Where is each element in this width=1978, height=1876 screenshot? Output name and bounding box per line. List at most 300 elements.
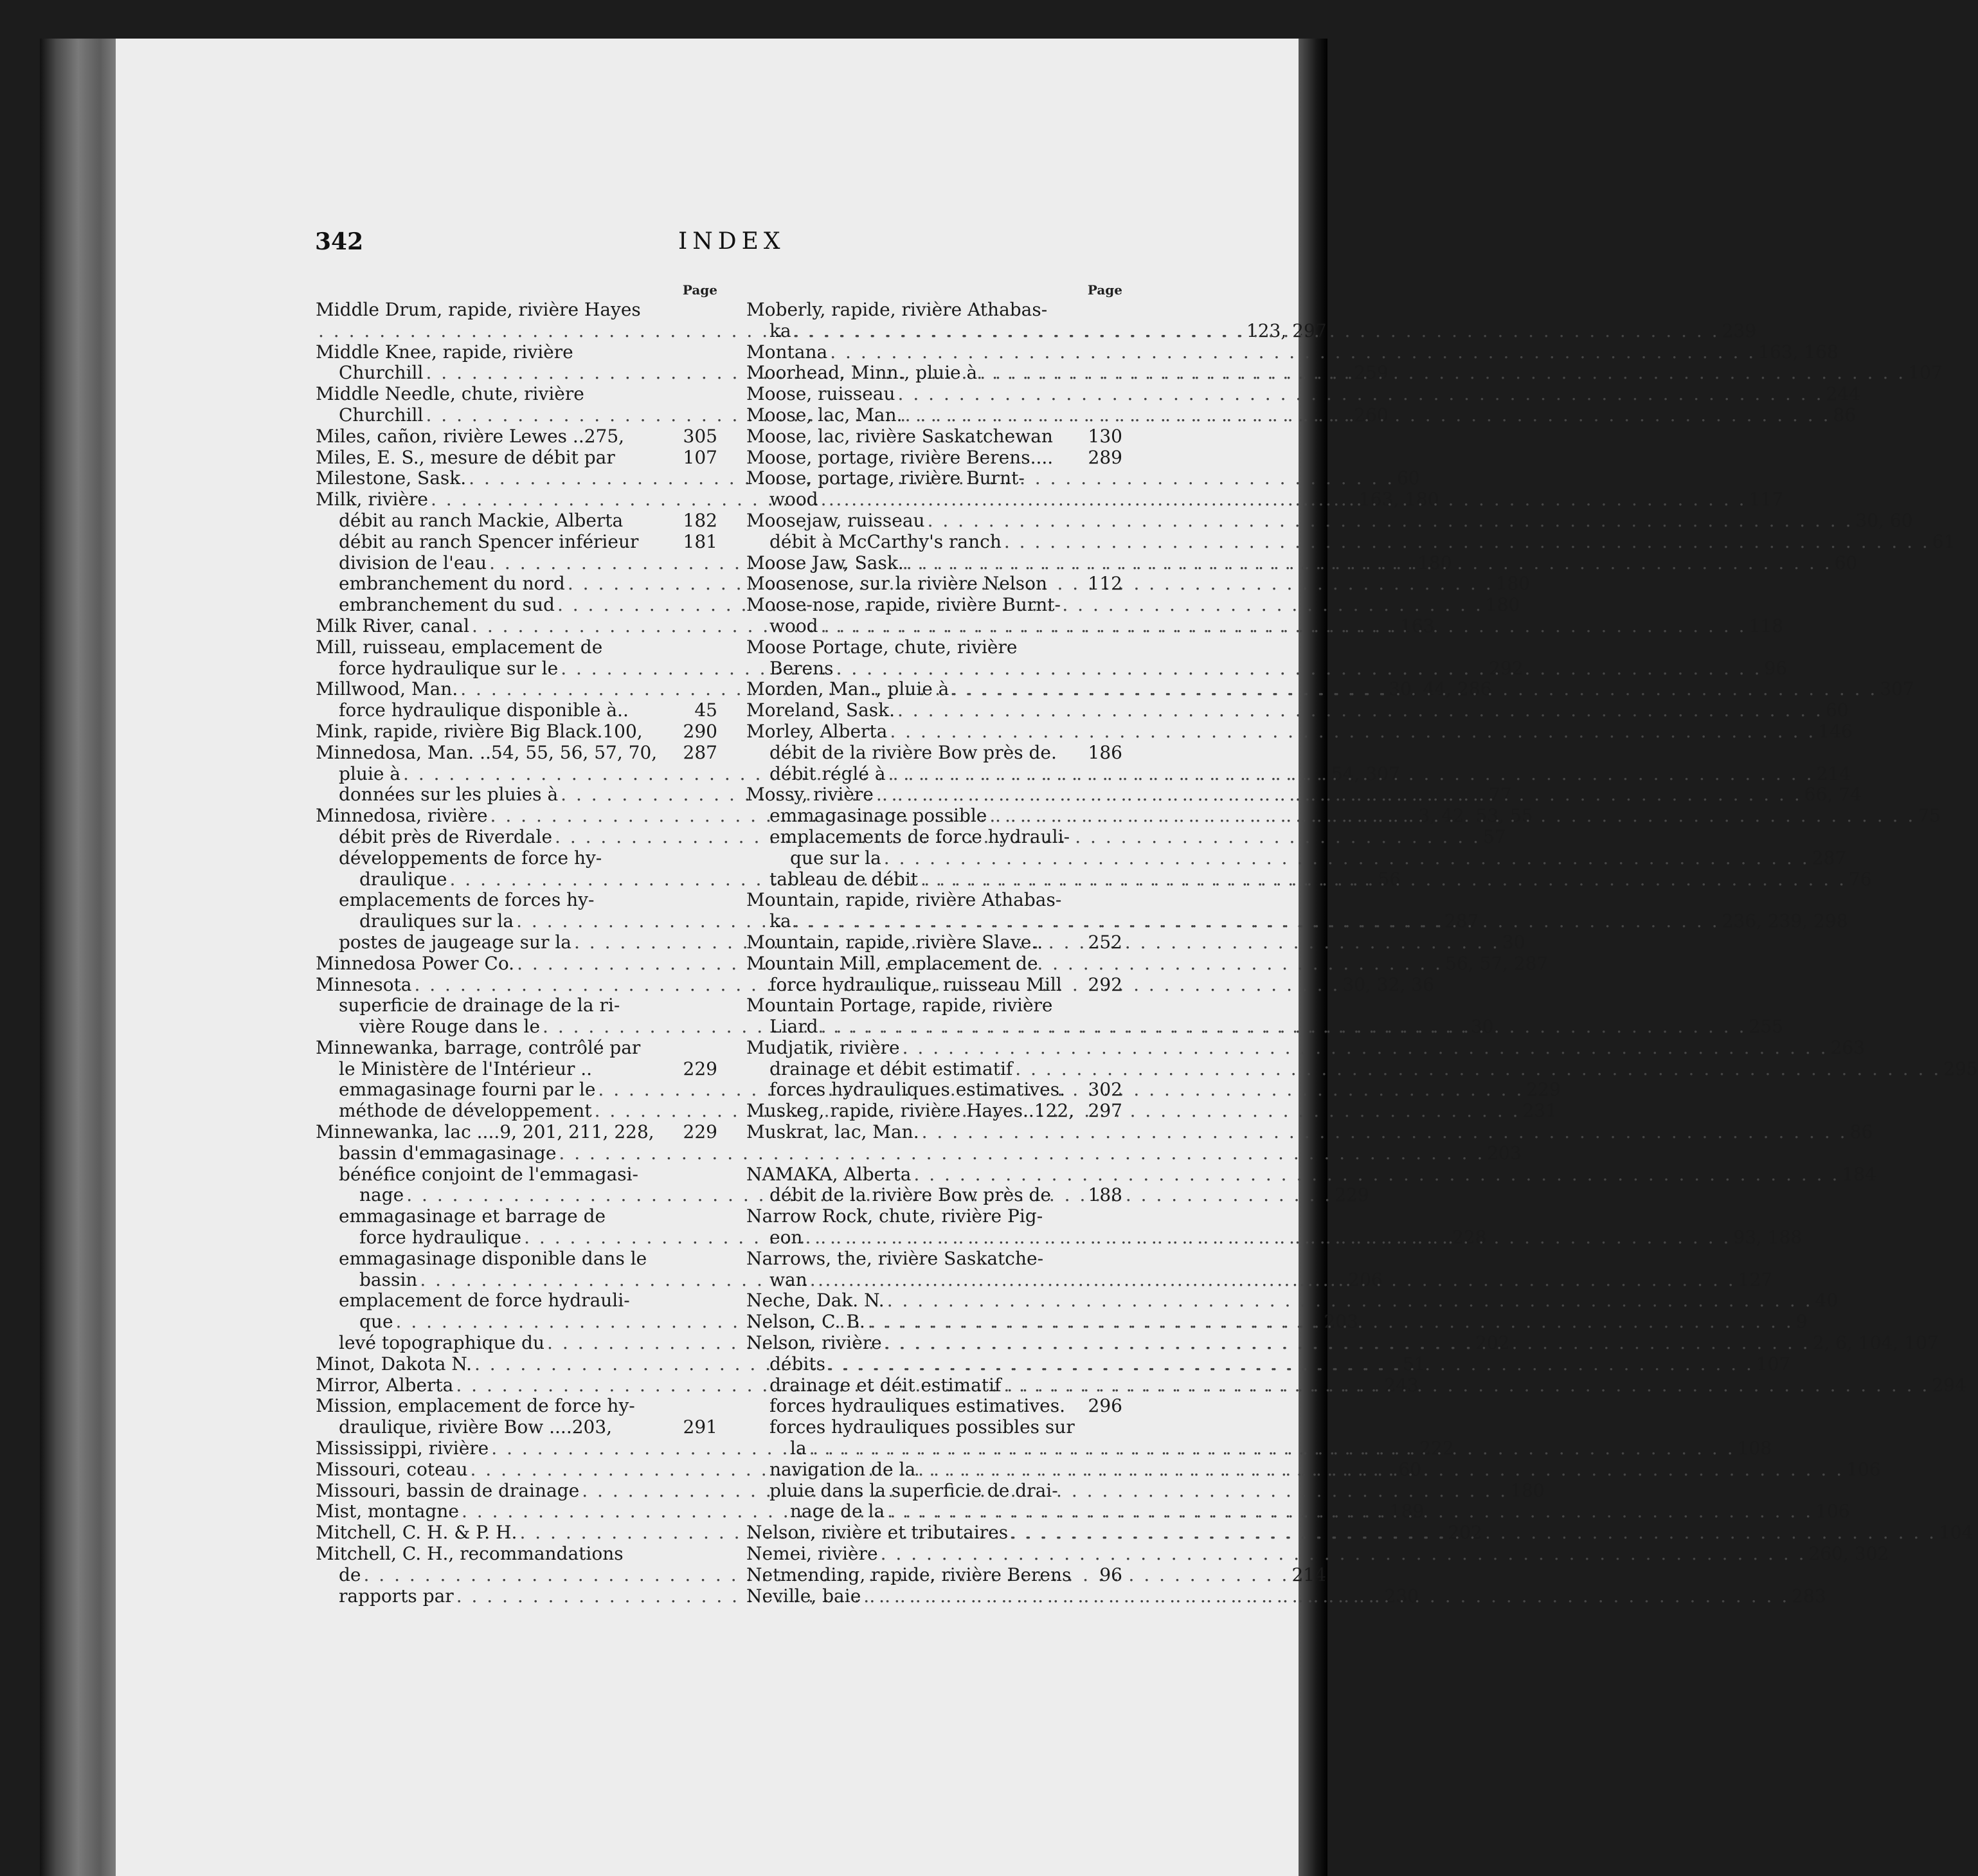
entry-text: Moose Jaw, Sask.: [746, 552, 904, 573]
entry-text: drainage et déit estimatif: [769, 1374, 1002, 1396]
entry-text: nage: [359, 1184, 404, 1206]
entry-text: forces hydrauliques estimatives.: [769, 1079, 1065, 1101]
entry-text: drainage et débit estimatif: [769, 1058, 1013, 1079]
entry-page-numbers: 163, 180: [1358, 489, 1439, 510]
entry-text: Mountain Mill, emplacement de: [746, 952, 1038, 974]
entry-page-numbers: 202: [1448, 1522, 1482, 1544]
index-entry: [746, 1058, 1978, 1080]
entry-page-numbers: 77: [1489, 784, 1512, 806]
leader-dots: [904, 553, 1835, 574]
entry-text: draulique, rivière Bow ....203,: [339, 1416, 613, 1438]
entry-text: débit près de Riverdale: [339, 825, 553, 847]
entry-text: Mitchell, C. H. & P. H.: [316, 1522, 517, 1544]
index-entry: [746, 1101, 1122, 1122]
index-entry: [746, 1290, 1839, 1312]
entry-page-numbers: 130: [1088, 425, 1122, 447]
index-entry: [746, 1543, 1889, 1565]
entry-page-numbers: 260: [1354, 404, 1389, 426]
leader-dots: [834, 658, 1765, 680]
entry-text: ka: [769, 320, 791, 341]
entry-text: Mill, ruisseau, emplacement de: [316, 636, 603, 658]
index-entry: [316, 1417, 717, 1438]
entry-page-numbers: 229: [1526, 1079, 1561, 1101]
index-entry: [746, 426, 1122, 447]
index-entry: [746, 468, 1122, 489]
entry-page-numbers: 106: [1846, 1458, 1881, 1480]
leader-dots: [1001, 1375, 1932, 1396]
leader-dots: [791, 911, 1722, 932]
leader-dots: [885, 1290, 1815, 1312]
entry-text: levé topographique du: [339, 1332, 545, 1354]
index-entry: [746, 1565, 1122, 1586]
entry-page-numbers: 214: [1816, 762, 1851, 784]
entry-text: Liard: [769, 1016, 818, 1038]
entry-page-numbers: 108: [1737, 1438, 1772, 1459]
entry-text: débit au ranch Mackie, Alberta: [339, 509, 624, 531]
index-entry: [746, 1396, 1122, 1417]
leader-dots: [887, 721, 1818, 743]
entry-page-numbers: 107: [1908, 362, 1943, 384]
leader-dots: [1002, 532, 1932, 553]
index-entry: [316, 848, 717, 869]
entry-text: forces hydrauliques possibles sur: [769, 1416, 1075, 1438]
entry-text: embranchement du nord: [339, 573, 565, 595]
leader-dots: [903, 405, 1833, 426]
entry-text: débit à McCarthy's ranch: [769, 530, 1002, 552]
entry-text: Moose, ruisseau: [746, 383, 895, 405]
entry-page-numbers: 30, 60: [1855, 509, 1913, 531]
index-entry: [746, 1249, 1122, 1270]
entry-page-numbers: 75: [1918, 805, 1941, 827]
entry-page-numbers: 86: [1849, 1121, 1873, 1143]
index-entry: [316, 447, 717, 469]
entry-text: Missouri, bassin de drainage: [316, 1479, 580, 1501]
entry-page-numbers: 188: [1088, 1184, 1122, 1206]
leader-dots: [807, 1438, 1738, 1459]
leader-dots: [818, 1016, 1749, 1038]
entry-page-numbers: 57: [1482, 825, 1506, 847]
leader-dots: [925, 510, 1856, 532]
entry-text: ka: [769, 910, 791, 932]
entry-page-numbers: 96: [1764, 657, 1788, 679]
index-entry: [316, 743, 717, 764]
entry-text: force hydraulique: [359, 1227, 522, 1249]
entry-text: développements de force hy-: [339, 847, 602, 869]
entry-text: Moose, portage, rivière Burnt-: [746, 467, 1025, 489]
entry-text: que: [359, 1311, 393, 1333]
entry-page-numbers: 259: [1354, 362, 1389, 384]
entry-page-numbers: 60: [1397, 467, 1420, 489]
index-entry: [746, 383, 1860, 405]
entry-page-numbers: 181: [683, 530, 717, 552]
entry-page-numbers: 290: [683, 720, 717, 742]
entry-text: débit de la rivière Bow près de.: [769, 741, 1057, 763]
entry-page-numbers: 60: [1825, 699, 1849, 721]
entry-text: de: [339, 1564, 361, 1585]
entry-text: Miles, cañon, rivière Lewes ..275,: [316, 425, 625, 447]
entry-page-numbers: 295: [1943, 1058, 1978, 1079]
entry-page-numbers: 291: [683, 1416, 717, 1438]
entry-text: Middle Needle, chute, rivière: [316, 383, 584, 405]
leader-dots: [818, 489, 1749, 510]
entry-text: Moosejaw, ruisseau: [746, 509, 925, 531]
leader-dots: [791, 321, 1722, 342]
index-entry: [746, 637, 1122, 658]
entry-text: Moreland, Sask.: [746, 699, 895, 721]
entry-text: emmagasinage fourni par le: [339, 1079, 596, 1101]
index-entry: [316, 995, 717, 1016]
entry-text: force hydraulique disponible à..: [339, 699, 629, 721]
entry-text: Mist, montagne: [316, 1501, 459, 1522]
entry-text: emmagasinage possible: [769, 805, 987, 827]
entry-page-numbers: 302: [1088, 1079, 1122, 1101]
entry-page-numbers: 263: [1830, 1036, 1866, 1058]
index-entry: [316, 1164, 717, 1186]
index-entry: [746, 447, 1122, 469]
entry-text: débit réglé à: [769, 762, 886, 784]
entry-text: Minnesota: [316, 973, 412, 995]
index-entry: [746, 1206, 1122, 1227]
entry-text: Nelson, C. B.: [746, 1311, 865, 1333]
entry-text: bénéfice conjoint de l'emmagasi-: [339, 1163, 638, 1185]
entry-page-numbers: 236, 239, 298: [1722, 910, 1848, 932]
index-entry: [316, 342, 717, 363]
entry-page-numbers: 40: [1815, 1290, 1839, 1312]
entry-text: pluie dans la superficie de drai-: [769, 1479, 1058, 1501]
index-entry: [316, 721, 717, 743]
entry-text: que sur la: [790, 847, 881, 869]
entry-text: Miles, E. S., mesure de débit par: [316, 446, 615, 468]
entry-text: vière Rouge dans le: [359, 1016, 541, 1038]
entry-text: emmagasinage disponible dans le: [339, 1247, 647, 1269]
index-entry: [746, 743, 1122, 764]
entry-text: Millwood, Man.: [316, 678, 458, 700]
index-entry: [316, 1206, 717, 1227]
index-entry: [746, 530, 1956, 553]
entry-text: Moberly, rapide, rivière Athabas-: [746, 299, 1048, 320]
entry-page-numbers: 96: [1099, 1564, 1122, 1585]
entry-page-numbers: 239: [1722, 320, 1757, 341]
index-entry: [746, 995, 1122, 1016]
entry-page-numbers: 289: [1088, 446, 1122, 468]
entry-text: Muskeg, rapide, rivière Hayes..122,: [746, 1100, 1075, 1122]
entry-text: Mountain, rapide, rivière Slave..: [746, 931, 1043, 953]
index-entry: [746, 1185, 1122, 1206]
page-title: INDEX: [678, 228, 786, 255]
entry-page-numbers: 287: [683, 741, 717, 763]
entry-text: Missouri, coteau: [316, 1458, 468, 1480]
entry-text: Moose, lac, rivière Saskatchewan: [746, 425, 1053, 447]
index-entry: [316, 532, 717, 553]
entry-page-numbers: 30: [1502, 931, 1525, 953]
entry-page-numbers: 180: [1485, 594, 1520, 616]
entry-text: Mountain Portage, rapide, rivière: [746, 995, 1053, 1016]
index-entry: [316, 1059, 717, 1080]
leader-dots: [882, 1333, 1813, 1354]
entry-text: drauliques sur la: [359, 910, 514, 932]
entry-page-numbers: 112: [1088, 573, 1122, 595]
entry-text: Neche, Dak. N.: [746, 1290, 885, 1312]
leader-dots: [919, 1122, 1850, 1143]
entry-text: pluie à: [339, 762, 401, 784]
entry-page-numbers: 296: [1088, 1395, 1122, 1417]
index-entry: [746, 1036, 1866, 1059]
entry-page-numbers: 51: [1402, 1353, 1426, 1375]
entry-page-numbers: 287: [1812, 847, 1847, 869]
entry-page-numbers: 203: [1324, 1311, 1358, 1333]
index-entry: [746, 1121, 1873, 1143]
entry-page-numbers: 30: [1470, 1016, 1494, 1038]
entry-text: données sur les pluies à: [339, 784, 559, 806]
entry-page-numbers: 292: [1489, 657, 1524, 679]
entry-text: rapports par: [339, 1585, 454, 1607]
entry-text: emplacements de forces hy-: [339, 889, 595, 911]
entry-text: la: [790, 1438, 807, 1459]
entry-text: Berens: [769, 657, 834, 679]
entry-page-numbers: 45: [694, 699, 717, 721]
page-header: [0, 228, 1327, 260]
entry-text: division de l'eau: [339, 552, 487, 573]
entry-page-numbers: 163, 168: [1758, 341, 1839, 363]
index-entry: [746, 932, 1122, 953]
entry-text: force hydraulique, ruisseau Mill: [769, 973, 1062, 995]
entry-page-numbers: 180: [1510, 1479, 1545, 1501]
entry-page-numbers: 93, 188: [1733, 1227, 1803, 1249]
index-entry: [316, 700, 717, 721]
entry-page-numbers: 180: [1417, 552, 1452, 573]
entry-text: Narrow Rock, chute, rivière Pig-: [746, 1205, 1043, 1227]
entry-page-numbers: 86: [1833, 404, 1857, 426]
entry-text: Netmending, rapide, rivière Berens: [746, 1564, 1072, 1585]
entry-text: Muskrat, lac, Man.: [746, 1121, 919, 1143]
entry-text: Mississippi, rivière: [316, 1438, 489, 1459]
entry-text: tableau de débit: [769, 868, 919, 890]
entry-text: postes de jaugeage sur la: [339, 931, 571, 953]
index-entry: [746, 1481, 1122, 1502]
index-entry: [316, 1544, 717, 1565]
entry-text: Morley, Alberta: [746, 720, 888, 742]
index-entry: [316, 1142, 1522, 1164]
entry-text: Minnewanka, lac ....9, 201, 211, 228,: [316, 1121, 654, 1143]
entry-page-numbers: 127: [1738, 1268, 1773, 1290]
entry-text: eon: [769, 1227, 803, 1249]
entry-page-numbers: 255: [1749, 1016, 1783, 1038]
entry-page-numbers: 206: [1348, 1268, 1383, 1290]
index-entry: [316, 1249, 717, 1270]
entry-page-numbers: 61: [1932, 530, 1956, 552]
entry-page-numbers: 297: [1088, 1100, 1122, 1122]
entry-page-numbers: 182: [683, 509, 717, 531]
index-entry: [746, 341, 1839, 363]
entry-text: Middle Drum, rapide, rivière Hayes: [316, 299, 641, 320]
entry-text: Moose, lac, Man.: [746, 404, 903, 426]
entry-text: force hydraulique sur le: [339, 657, 559, 679]
entry-text: Minot, Dakota N.: [316, 1353, 472, 1375]
entry-text: Morden, Man., pluie à: [746, 678, 949, 700]
entry-page-numbers: 60: [1398, 1458, 1422, 1480]
entry-page-numbers: 56, 57, 287: [1445, 952, 1549, 974]
entry-text: bassin d'emmagasinage: [339, 1142, 557, 1164]
index-entry: [746, 847, 1847, 869]
entry-page-numbers: 186: [1088, 741, 1122, 763]
entry-page-numbers: 244: [1826, 383, 1860, 405]
entry-page-numbers: 228: [1452, 1227, 1487, 1249]
entry-text: débit au ranch Spencer inférieur: [339, 530, 639, 552]
index-entry: [316, 384, 717, 405]
leader-dots: [915, 1459, 1846, 1481]
index-entry: [316, 890, 717, 911]
entry-text: Moose-nose, rapide, rivière Burnt-: [746, 594, 1061, 616]
entry-text: Moose Portage, chute, rivière: [746, 636, 1018, 658]
page-number: 342: [315, 228, 364, 255]
leader-dots: [802, 1227, 1733, 1249]
entry-page-numbers: 76: [1849, 868, 1872, 890]
leader-dots: [818, 616, 1749, 637]
entry-text: Mossy, rivière: [746, 784, 874, 806]
index-entry: [746, 975, 1122, 996]
leader-dots: [886, 764, 1817, 785]
leader-dots: [865, 1312, 1796, 1333]
entry-page-numbers: 2, 6, 104, 107: [1812, 1332, 1939, 1354]
entry-text: Mink, rapide, rivière Big Black.100,: [316, 720, 643, 742]
index-entry: [316, 300, 717, 321]
index-entry: [746, 1417, 1122, 1438]
entry-text: draulique: [359, 868, 447, 890]
entry-text: NAMAKA, Alberta: [746, 1163, 912, 1185]
entry-text: Moosenose, sur la rivière Nelson: [746, 573, 1048, 595]
entry-page-numbers: 3, 42, 53, 55: [1418, 805, 1533, 827]
entry-page-numbers: 163: [1400, 615, 1435, 636]
index-entry: [316, 510, 717, 532]
entry-text: Mudjatik, rivière: [746, 1036, 900, 1058]
entry-text: wood: [769, 489, 818, 510]
entry-page-numbers: 260, 302: [1808, 1543, 1889, 1565]
index-entry: [746, 595, 1122, 616]
index-entry: [746, 300, 1122, 321]
entry-text: emplacement de force hydrauli-: [339, 1290, 630, 1312]
entry-text: Minnedosa, Man. ..54, 55, 56, 57, 70,: [316, 741, 658, 763]
entry-text: wan: [769, 1268, 807, 1290]
entry-text: débits: [769, 1353, 825, 1375]
entry-text: emmagasinage et barrage de: [339, 1205, 606, 1227]
index-entry: [316, 1396, 717, 1417]
entry-text: Churchill: [339, 362, 424, 384]
page-column-label: Page: [1087, 282, 1122, 298]
leader-dots: [911, 1164, 1842, 1186]
entry-page-numbers: 146: [1818, 720, 1853, 742]
index-entry: [746, 573, 1122, 595]
entry-text: Mitchell, C. H., recommandations: [316, 1543, 624, 1565]
leader-dots: [949, 679, 1880, 700]
entry-text: Moose, portage, rivière Berens....: [746, 446, 1054, 468]
entry-page-numbers: 30, 44, 286: [1389, 678, 1492, 700]
entry-page-numbers: 230: [1384, 1585, 1419, 1607]
entry-page-numbers: 56: [1378, 868, 1401, 890]
entry-page-numbers: 189: [1389, 1501, 1425, 1522]
entry-page-numbers: 30, 32, 36: [1342, 973, 1434, 995]
entry-page-numbers: 231: [1522, 1100, 1557, 1122]
entry-text: méthode de développement: [339, 1100, 592, 1122]
entry-page-numbers: 118: [1749, 615, 1784, 636]
entry-text: Nelson, rivière: [746, 1332, 882, 1354]
entry-page-numbers: 292: [1088, 973, 1122, 995]
leader-dots: [825, 1354, 1756, 1375]
index-entry: [746, 699, 1849, 721]
section-gap: [746, 1143, 1122, 1164]
index-entry: [746, 1163, 1876, 1186]
index-entry: [746, 827, 1122, 848]
entry-text: navigation de la: [769, 1458, 916, 1480]
entry-text: bassin: [359, 1268, 418, 1290]
entry-page-numbers: 243: [1384, 1374, 1419, 1396]
entry-text: Narrows, the, rivière Saskatche-: [746, 1247, 1044, 1269]
entry-page-numbers: 117: [1749, 489, 1784, 510]
entry-text: nage de la: [790, 1501, 885, 1522]
index-entry: [746, 509, 1913, 532]
index-entry: [316, 1122, 717, 1143]
entry-page-numbers: 305: [683, 425, 717, 447]
entry-text: Milk River, canal: [316, 615, 470, 636]
entry-text: Milk, rivière: [316, 489, 428, 510]
entry-text: Milestone, Sask.: [316, 467, 467, 489]
entry-page-numbers: 222: [1419, 1438, 1454, 1459]
leader-dots: [885, 1501, 1815, 1522]
entry-page-numbers: 307: [1880, 678, 1914, 700]
entry-page-numbers: 66, 74: [1804, 784, 1862, 806]
leader-dots: [895, 700, 1826, 721]
entry-page-numbers: 252: [1088, 931, 1122, 953]
entry-page-numbers: 283: [1792, 1585, 1826, 1607]
index-entry: [316, 426, 717, 447]
index-entry: [746, 890, 1122, 911]
index-entry: [746, 1079, 1122, 1101]
entry-page-numbers: 229: [1335, 1184, 1369, 1206]
entry-page-numbers: 123, 297: [1246, 320, 1327, 341]
entry-text: le Ministère de l'Intérieur ..: [339, 1058, 593, 1079]
leader-dots: [878, 1544, 1809, 1565]
leader-dots: [895, 384, 1826, 405]
leader-dots: [1008, 1522, 1939, 1544]
entry-page-numbers: 54, 307: [1331, 762, 1400, 784]
entry-page-numbers: 202: [1475, 1332, 1510, 1354]
leader-dots: [874, 784, 1804, 806]
leader-dots: [1012, 1059, 1943, 1080]
entry-page-numbers: 104: [1939, 1522, 1974, 1544]
entry-text: Churchill: [339, 404, 424, 426]
entry-text: Nemei, rivière: [746, 1543, 878, 1565]
entry-text: Mirror, Alberta: [316, 1374, 454, 1396]
index-entry: [316, 637, 717, 658]
entry-text: Montana: [746, 341, 828, 363]
entry-page-numbers: 229: [683, 1121, 717, 1143]
index-entry: [746, 720, 1853, 743]
entry-text: Mission, emplacement de force hy-: [316, 1395, 635, 1417]
entry-text: emplacements de force hydrauli-: [769, 825, 1070, 847]
entry-page-numbers: 294: [1932, 1374, 1966, 1396]
entry-page-numbers: 287: [1444, 910, 1479, 932]
entry-text: Mountain, rapide, rivière Athabas-: [746, 889, 1062, 911]
leader-dots: [900, 1038, 1831, 1059]
entry-text: Minnedosa Power Co.: [316, 952, 515, 974]
entry-text: wood: [769, 615, 818, 636]
entry-text: Neville, baie: [746, 1585, 861, 1607]
index-entry: [746, 953, 1122, 975]
index-entry: [316, 1290, 717, 1312]
entry-page-numbers: 60: [1834, 552, 1858, 573]
leader-dots: [977, 363, 1908, 384]
entry-text: Minnedosa, rivière: [316, 805, 488, 827]
entry-text: Nelson, rivière et tributaires: [746, 1522, 1009, 1544]
